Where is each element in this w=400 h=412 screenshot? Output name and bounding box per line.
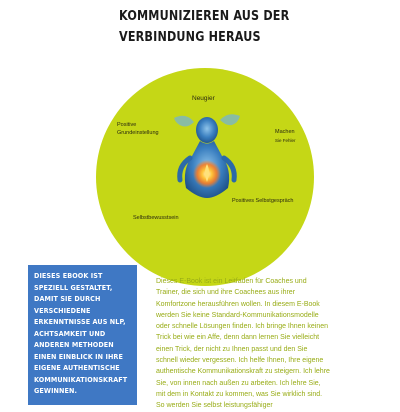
body-paragraph: Dieses E-Book ist ein Leitfaden für Coaches und Trainer, die sich und ihre Coachees aus ihrer Komfortzone herausführen wollen. In diesem E-Book werden Sie keine Standard-Kommunikationsmodelle oder schnelle Lösungen finden. Ich bringe Ihnen keinen Trick bei wie ein Affe, denn dann lernen Sie vielleicht einen Trick, der nicht zu Ihnen passt und den Sie schnell wieder vergessen. Ich helfe Ihnen, Ihre eigene authentische Kommunikationskraft zu steigern. Ich lehre Sie, von innen nach außen zu arbeiten. Ich lehre Sie, mit dem in Kontakt zu kommen, was Sie wirklich sind. So werden Sie selbst leistungsfähiger <box>156 278 330 410</box>
label-neugier: Neugier <box>192 95 215 102</box>
meditating-figure-illustration <box>166 108 248 200</box>
page-title-line-1: KOMMUNIZIEREN AUS DER <box>119 9 290 24</box>
label-positive: Positive <box>117 122 137 128</box>
figure-head <box>196 117 218 143</box>
label-grundeinstellung: Grundeinstellung <box>117 130 159 136</box>
info-box-text: DIESES EBOOK IST SPEZIELL GESTALTET, DAMIT SIE DURCH VERSCHIEDENE ERKENNTNISSE AUS NLP, ACHTSAMKEIT UND ANDEREN METHODEN EINEN EINBLICK IN IHRE EIGENE AUTHENTISCHE KOMMUNIKATIONSKRAFT GEWINNEN. <box>34 272 128 395</box>
wisp-left <box>174 116 194 127</box>
label-sie-fehler: Sie Fehler <box>275 138 296 143</box>
page-title <box>119 6 291 48</box>
wisp-right <box>220 114 240 125</box>
label-positives-selbstgespraech: Positives Selbstgespräch <box>232 198 294 204</box>
page-title-line-2: VERBINDUNG HERAUS <box>119 30 261 45</box>
label-machen: Machen <box>275 129 295 135</box>
info-box <box>28 265 137 405</box>
label-selbstbewusstsein: Selbstbewusstsein <box>133 215 179 221</box>
